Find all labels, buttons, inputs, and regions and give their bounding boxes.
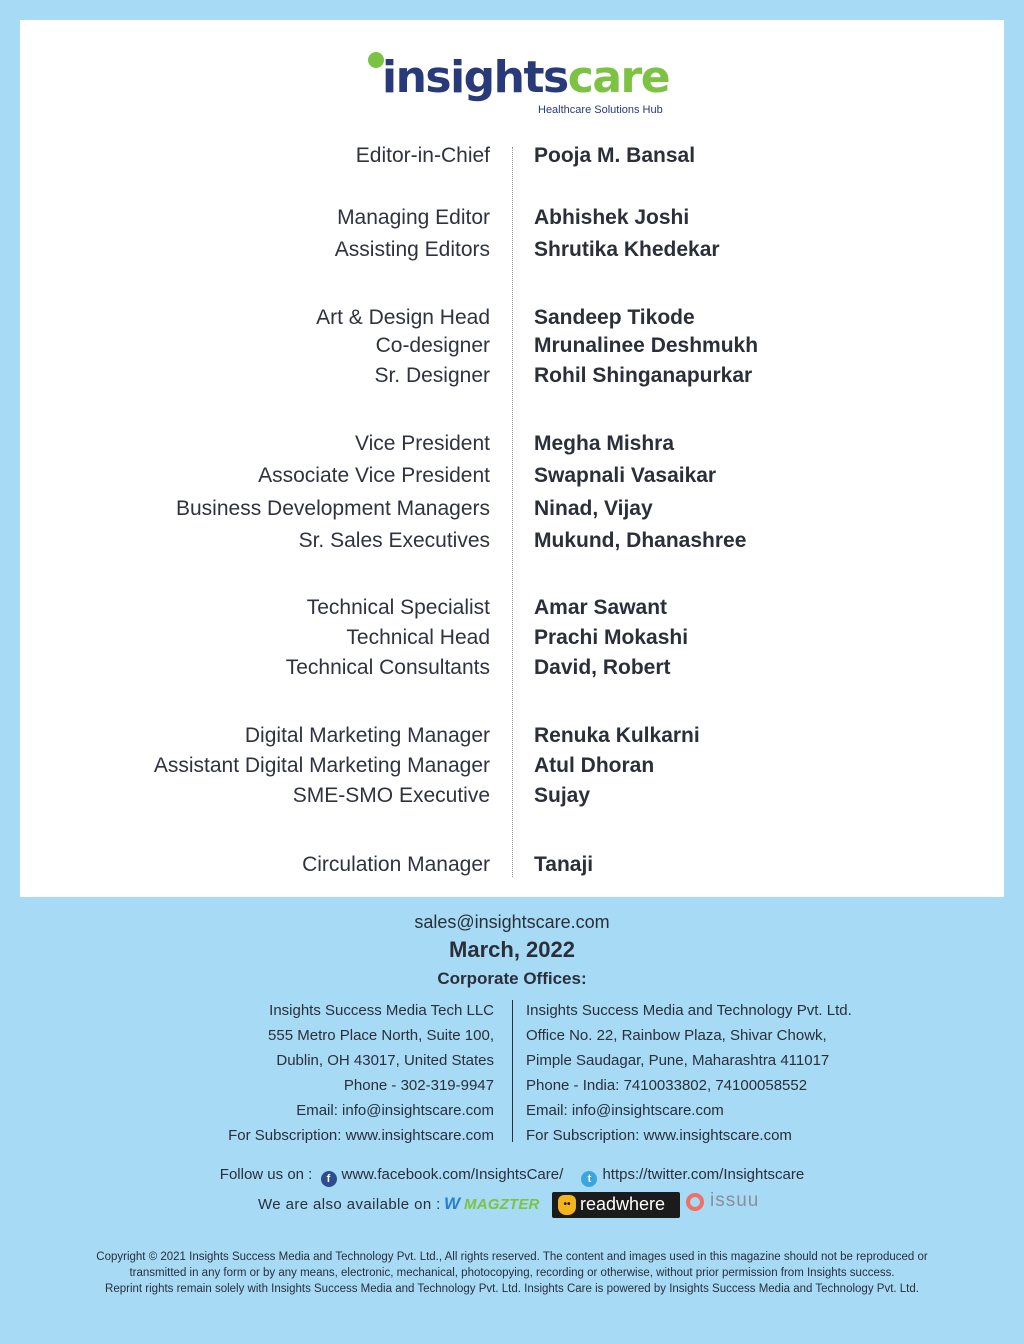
copyright-notice bbox=[0, 1249, 1024, 1297]
india-office-company: Insights Success Media and Technology Pvt. Ltd. bbox=[526, 1002, 852, 1019]
available-label: We are also available on : bbox=[258, 1196, 441, 1213]
staff-role: Technical Head bbox=[346, 626, 490, 649]
staff-row bbox=[20, 626, 1004, 654]
staff-role: Circulation Manager bbox=[302, 853, 490, 876]
owl-icon: •• bbox=[558, 1195, 576, 1215]
us-office-email[interactable]: Email: info@insightscare.com bbox=[296, 1102, 494, 1119]
issuu-logo[interactable] bbox=[686, 1190, 776, 1216]
us-office-phone: Phone - 302-319-9947 bbox=[343, 1077, 494, 1094]
staff-name: Megha Mishra bbox=[534, 432, 675, 455]
staff-role: Co-designer bbox=[375, 334, 490, 357]
staff-name: Sujay bbox=[534, 784, 591, 807]
staff-name: Prachi Mokashi bbox=[534, 626, 689, 649]
staff-row bbox=[20, 596, 1004, 624]
staff-name: Amar Sawant bbox=[534, 596, 668, 619]
staff-role: Managing Editor bbox=[337, 206, 490, 229]
staff-role: Associate Vice President bbox=[258, 464, 490, 487]
india-office-street: Office No. 22, Rainbow Plaza, Shivar Chowk, bbox=[526, 1027, 827, 1044]
staff-name: Mrunalinee Deshmukh bbox=[534, 334, 759, 357]
magzter-icon: W bbox=[444, 1194, 461, 1213]
staff-name: Abhishek Joshi bbox=[534, 206, 690, 229]
staff-role: Assisting Editors bbox=[334, 238, 490, 261]
staff-role: Sr. Sales Executives bbox=[298, 529, 490, 552]
staff-name: Rohil Shinganapurkar bbox=[534, 364, 753, 387]
follow-label: Follow us on : bbox=[219, 1166, 313, 1183]
staff-role: Digital Marketing Manager bbox=[244, 724, 490, 747]
office-divider bbox=[512, 1000, 513, 1142]
staff-role: Assistant Digital Marketing Manager bbox=[153, 754, 490, 777]
insightscare-logo bbox=[368, 42, 668, 122]
magzter-text: MAGZTER bbox=[464, 1196, 540, 1213]
staff-name: Sandeep Tikode bbox=[534, 306, 695, 329]
us-office-subscription[interactable]: For Subscription: www.insightscare.com bbox=[228, 1127, 494, 1144]
staff-role: Technical Consultants bbox=[285, 656, 490, 679]
india-office-phone: Phone - India: 7410033802, 74100058552 bbox=[526, 1077, 808, 1094]
staff-name: Ninad, Vijay bbox=[534, 497, 653, 520]
issue-date: March, 2022 bbox=[449, 937, 575, 962]
readwhere-logo[interactable] bbox=[552, 1192, 680, 1218]
staff-name: Atul Dhoran bbox=[534, 754, 655, 777]
logo-wordmark: insightscare bbox=[382, 52, 670, 103]
masthead-panel bbox=[20, 20, 1004, 897]
staff-row bbox=[20, 206, 1004, 234]
staff-name: Pooja M. Bansal bbox=[534, 144, 696, 167]
staff-role: Business Development Managers bbox=[176, 497, 490, 520]
staff-role: Vice President bbox=[354, 432, 490, 455]
india-office-city: Pimple Saudagar, Pune, Maharashtra 411017 bbox=[526, 1052, 830, 1069]
copyright-line: Reprint rights remain solely with Insights Success Media and Technology Pvt. Ltd. Insights Care is powered by Insights Success Media and Technology Pvt. Ltd. bbox=[105, 1283, 919, 1295]
staff-row bbox=[20, 754, 1004, 782]
staff-name: Mukund, Dhanashree bbox=[534, 529, 747, 552]
staff-row bbox=[20, 724, 1004, 752]
us-office-street: 555 Metro Place North, Suite 100, bbox=[268, 1027, 494, 1044]
follow-row bbox=[0, 1166, 1024, 1187]
issuu-text: issuu bbox=[710, 1190, 760, 1211]
india-office-email[interactable]: Email: info@insightscare.com bbox=[526, 1102, 724, 1119]
issuu-ring-icon bbox=[686, 1193, 704, 1211]
staff-row bbox=[20, 144, 1004, 172]
staff-name: Renuka Kulkarni bbox=[534, 724, 700, 747]
staff-name: Shrutika Khedekar bbox=[534, 238, 720, 261]
twitter-icon[interactable]: t bbox=[581, 1171, 597, 1187]
sales-email-link[interactable]: sales@insightscare.com bbox=[414, 912, 610, 932]
logo-tagline: Healthcare Solutions Hub bbox=[538, 104, 663, 116]
staff-row bbox=[20, 529, 1004, 557]
copyright-line: transmitted in any form or by any means, electronic, mechanical, photocopying, recording or otherwise, without prior permission from Insights success. bbox=[129, 1267, 895, 1279]
staff-role: SME-SMO Executive bbox=[292, 784, 490, 807]
readwhere-text: readwhere bbox=[580, 1194, 666, 1214]
magzter-logo[interactable] bbox=[444, 1194, 550, 1216]
india-office-address bbox=[526, 998, 852, 1148]
staff-role: Sr. Designer bbox=[374, 364, 490, 387]
facebook-link[interactable]: www.facebook.com/InsightsCare/ bbox=[341, 1166, 564, 1183]
india-office-subscription[interactable]: For Subscription: www.insightscare.com bbox=[526, 1127, 792, 1144]
staff-row bbox=[20, 306, 1004, 334]
us-office-company: Insights Success Media Tech LLC bbox=[269, 1002, 494, 1019]
copyright-line: Copyright © 2021 Insights Success Media and Technology Pvt. Ltd., All rights reserved. The content and images used in this magazine should not be reproduced or bbox=[96, 1251, 928, 1263]
staff-name: Swapnali Vasaikar bbox=[534, 464, 717, 487]
staff-row bbox=[20, 364, 1004, 392]
staff-row bbox=[20, 853, 1004, 881]
staff-row bbox=[20, 656, 1004, 684]
staff-row bbox=[20, 464, 1004, 492]
staff-name: Tanaji bbox=[534, 853, 594, 876]
us-office-city: Dublin, OH 43017, United States bbox=[276, 1052, 494, 1069]
staff-name: David, Robert bbox=[534, 656, 671, 679]
staff-row bbox=[20, 238, 1004, 266]
staff-role: Technical Specialist bbox=[306, 596, 490, 619]
facebook-icon[interactable]: f bbox=[321, 1171, 337, 1187]
twitter-link[interactable]: https://twitter.com/Insightscare bbox=[602, 1166, 805, 1183]
staff-role: Art & Design Head bbox=[316, 306, 490, 329]
staff-row bbox=[20, 497, 1004, 525]
staff-role: Editor-in-Chief bbox=[355, 144, 490, 167]
staff-row bbox=[20, 432, 1004, 460]
staff-row bbox=[20, 334, 1004, 362]
offices-heading: Corporate Offices: bbox=[437, 969, 587, 988]
staff-row bbox=[20, 784, 1004, 812]
us-office-address bbox=[228, 998, 494, 1148]
